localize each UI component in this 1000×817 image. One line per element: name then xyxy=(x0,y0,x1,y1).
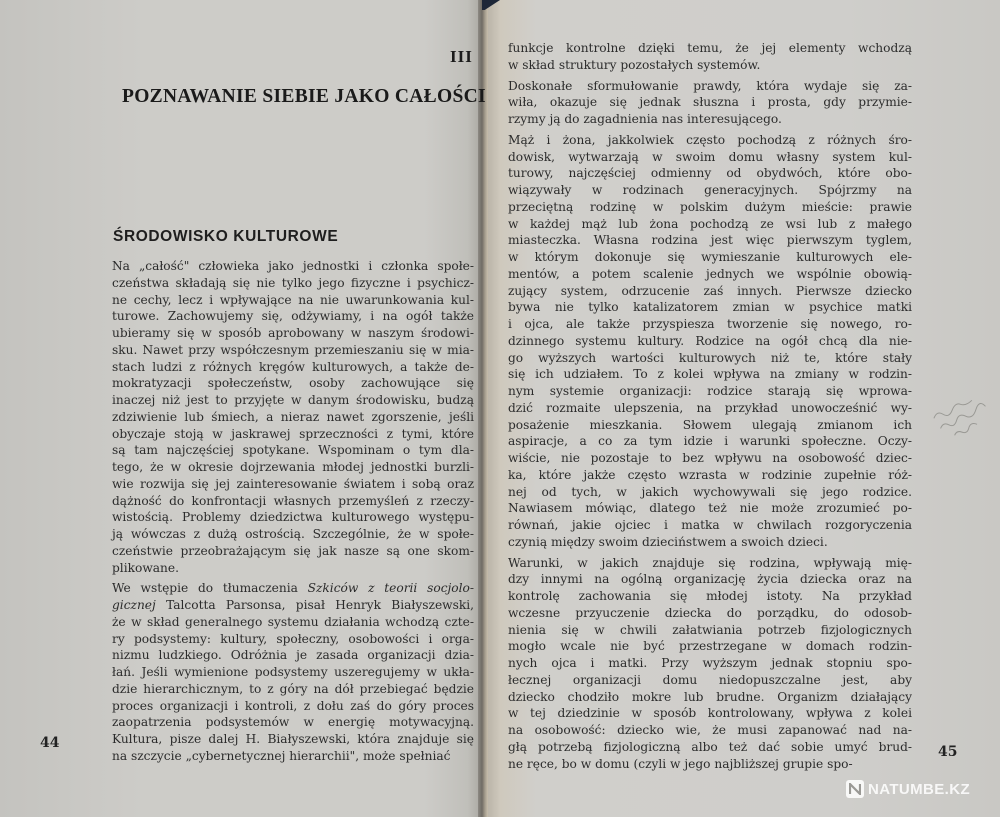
text-line: w tej dziedzinie w sposób kontrolowany, wpływa z kolei xyxy=(508,706,912,721)
text-line: w skład struktury pozostałych systemów. xyxy=(508,57,761,72)
paragraph xyxy=(508,78,912,128)
text-line: zujący system, odrzucenie zaś innych. Pierwsze dziecko xyxy=(508,283,912,298)
text-line: funkcje kontrolne dzięki temu, że jej elementy wchodzą xyxy=(508,41,912,55)
text-line: nienia się w chwili załatwiania potrzeb fizjologicznych xyxy=(508,622,912,637)
text-line: Doskonałe sformułowanie prawdy, która wydaje się za- xyxy=(508,78,912,93)
text-line: obyczaje stoją w jaskrawej sprzeczności z tymi, które xyxy=(112,426,474,441)
text-line: posażenie mieszkania. Słowem ulegają zmianom ich xyxy=(508,417,912,432)
text-line: aspiracje, a co za tym idzie i warunki społeczne. Oczy- xyxy=(508,434,912,449)
text-line: czeństwa składają się nie tylko jego fizyczne i psychicz- xyxy=(112,275,474,290)
chapter-number: III xyxy=(450,47,473,66)
text-line: ka, które jakże często wzrasta w rodzinie zupełnie róż- xyxy=(508,467,912,482)
text-line: We wstępie do tłumaczenia Szkiców z teorii socjolo- xyxy=(112,581,474,596)
watermark-text: NATUMBE.KZ xyxy=(868,780,971,798)
text-line: dzić rozmaite ulepszenia, na przykład unowocześnić wy- xyxy=(508,400,912,415)
text-line: nych ojca i matki. Przy wyższym jednak stopniu spo- xyxy=(508,656,912,670)
text-line: wczesne przyuczenie dziecka do porządku, do odosob- xyxy=(508,605,912,620)
text-line: tego, że w okresie dojrzewania młodej jednostki burzli- xyxy=(112,460,474,474)
right-page-body xyxy=(508,40,912,772)
text-line: przeciętną rodzinę w polskim dużym mieście: prawie xyxy=(508,199,912,214)
text-line: ne ręce, bo w domu (czyli w jego najbliższej grupie spo- xyxy=(508,756,853,771)
paragraph xyxy=(508,555,912,773)
text-line: nym systemie organizacji: rodzice starają się wprowa- xyxy=(508,384,912,398)
watermark xyxy=(846,780,970,798)
paragraph xyxy=(508,132,912,551)
text-line: Kultura, pisze dalej H. Białyszewski, która znajduje się xyxy=(112,732,474,746)
paragraph xyxy=(508,40,912,74)
text-line: czynią między swoim dzieciństwem a swoich dzieci. xyxy=(508,534,828,549)
page-number-left: 44 xyxy=(40,735,60,751)
text-line: wiła, okazuje się jednak słuszna i prosta, gdy przymie- xyxy=(508,95,912,110)
text-line: dzie hierarchicznym, to z góry na dół przebiegać będzie xyxy=(112,681,474,696)
text-line: kontrolę zachowania się młodej istoty. Na przykład xyxy=(508,589,912,603)
natumbe-logo-icon xyxy=(846,780,864,798)
text-line: ne cechy, lecz i wpływające na nie uwarunkowania kul- xyxy=(112,292,474,307)
section-heading: ŚRODOWISKO KULTUROWE xyxy=(113,228,339,245)
book-gutter xyxy=(478,0,488,817)
paragraph xyxy=(112,258,474,576)
text-line: dowisk, wytwarzają w swoim domu własny system kul- xyxy=(508,149,912,164)
text-line: plikowane. xyxy=(112,560,179,575)
text-line: czeństwie przeobrażającym się jak nasze są one skom- xyxy=(112,543,474,558)
page-number-right: 45 xyxy=(938,744,958,760)
text-line: rzymy ją do zagadnienia nas interesującego. xyxy=(508,112,782,126)
chapter-title: POZNAWANIE SIEBIE JAKO CAŁOŚCI xyxy=(122,86,486,107)
text-line: sku. Nawet przy współczesnym przemieszaniu się w mia- xyxy=(112,342,474,357)
text-line: dziecko chodziło mokre lub brudne. Organizm działający xyxy=(508,689,912,704)
text-line: że w skład generalnego systemu działania wchodzą czte- xyxy=(112,614,474,629)
text-line: mentów, a potem scalenie jednych we wspólnie obowią- xyxy=(508,266,912,281)
text-line: wiązywały w rodzinach generacyjnych. Spójrzmy na xyxy=(508,183,912,197)
text-line: Nawiasem mówiąc, dlatego też nie może zrozumieć po- xyxy=(508,501,912,516)
text-line: dzinnego systemu kultury. Rodzice na ogół chcą dla nie- xyxy=(508,333,912,348)
text-line: proces organizacji i kontroli, z dołu zaś do góry proces xyxy=(112,698,474,713)
text-line: nej od tych, w jakich wychowywali się jego rodzice. xyxy=(508,484,912,499)
text-line: mogło wcale nie być przestrzegane w domach rodzin- xyxy=(508,639,912,654)
text-line: w każdej mąż lub żona pochodzą ze wsi lub z małego xyxy=(508,216,912,231)
text-line: miasteczka. Własna rodzina jest więc pierwszym tyglem, xyxy=(508,233,912,248)
text-line: bywa nie tylko katalizatorem zmian w psychice matki xyxy=(508,300,912,315)
text-line: Na „całość" człowieka jako jednostki i członka społe- xyxy=(112,259,474,273)
text-line: gicznej Talcotta Parsonsa, pisał Henryk Białyszewski, xyxy=(112,598,474,612)
text-line: stach ludzi z różnych kręgów kulturowych, a także de- xyxy=(112,359,474,374)
text-line: równań, jakie ojciec i matka w chwilach rozgoryczenia xyxy=(508,518,912,532)
text-line: ją wówczas z dużą ostrością. Szczególnie, że w społe- xyxy=(112,527,474,541)
text-line: ubieramy się w sposób aprobowany w naszym środowi- xyxy=(112,326,474,340)
text-line: inaczej niż jest to przyjęte w danym środowisku, budzą xyxy=(112,393,474,407)
text-line: zaopatrzenia podsystemów w energię motywacyjną. xyxy=(112,715,474,730)
text-line: turowy, najczęściej odmienny od obydwóch, które obo- xyxy=(508,166,912,181)
text-line: dzy innymi na ogólną organizację życia dziecka oraz na xyxy=(508,572,912,587)
text-line: się ich udziałem. To z kolei wpływa na zmiany w rodzin- xyxy=(508,367,912,382)
text-line: turowe. Zachowujemy się, odżywiamy, i na ogół także xyxy=(112,309,474,324)
text-line: na osobowość: dziecko wie, że musi zapanować nad na- xyxy=(508,723,912,737)
text-line: Mąż i żona, jakkolwiek często pochodzą z różnych śro- xyxy=(508,132,912,147)
text-line: łecznej organizacji domu niedopuszczalne jest, aby xyxy=(508,672,912,687)
text-line: są tam najczęściej spotykane. Wspominam o tym dla- xyxy=(112,443,474,458)
text-line: i ojca, ale także przyspiesza tworzenie się nowego, ro- xyxy=(508,317,912,331)
text-line: wistością. Problemy dziedzictwa kulturowego występu- xyxy=(112,510,474,525)
text-line: Warunki, w jakich znajduje się rodzina, wpływają mię- xyxy=(508,555,912,570)
text-line: zdziwienie lub śmiech, a nieraz nawet zgorszenie, jeśli xyxy=(112,409,474,424)
paragraph xyxy=(112,580,474,764)
text-line: wie rozwija się jej zainteresowanie światem i sobą oraz xyxy=(112,476,474,491)
text-line: mokratyzacji społeczeństw, osoby zachowujące się xyxy=(112,376,474,391)
left-page-body xyxy=(112,258,474,765)
text-line: w którym dokonuje się wymieszanie kulturowych ele- xyxy=(508,250,912,264)
text-line: łań. Jeśli wymienione podsystemy uszeregujemy w ukła- xyxy=(112,665,474,679)
text-line: wiście, nie pozostaje to bez wpływu na osobowość dziec- xyxy=(508,451,912,465)
text-line: dążność do konfrontacji własnych przemyśleń z rzeczy- xyxy=(112,493,474,508)
text-line: głą potrzebą fizjologiczną albo też dać sobie umyć brud- xyxy=(508,739,912,754)
text-line: nizmu ludzkiego. Odróżnia je zasada organizacji dzia- xyxy=(112,648,474,663)
text-line: go wyższych wartości kulturowych niż te, które stały xyxy=(508,350,912,365)
text-line: na szczycie „cybernetycznej hierarchii", może spełniać xyxy=(112,748,451,763)
text-line: ry podsystemy: kultury, społeczny, osobowości i orga- xyxy=(112,631,474,646)
